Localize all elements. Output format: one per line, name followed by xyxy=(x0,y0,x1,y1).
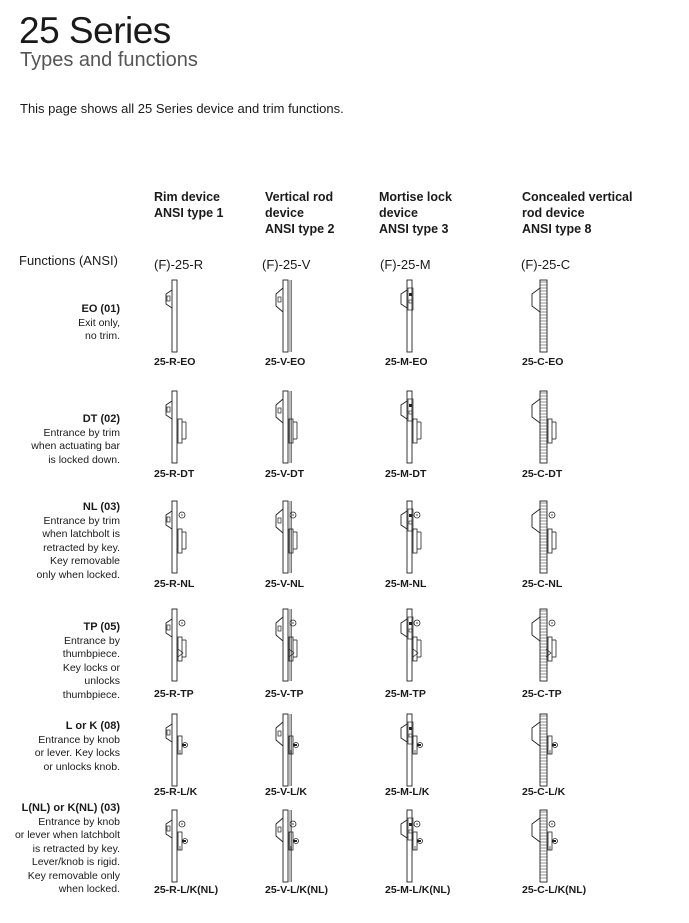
device-code: 25-V-NL xyxy=(265,578,305,590)
function-description-line: only when locked. xyxy=(36,568,120,581)
function-description-line: unlocks xyxy=(84,675,120,687)
column-header-rod xyxy=(265,189,334,237)
device-code: 25-V-DT xyxy=(265,468,305,480)
function-description-line: Entrance by knob xyxy=(38,815,120,828)
device-drawing xyxy=(522,607,566,683)
device-drawing xyxy=(154,499,198,575)
column-header-line: Mortise lock xyxy=(379,190,452,204)
device-drawing xyxy=(265,389,309,465)
device-drawing-concealed-nl xyxy=(522,499,566,575)
column-header-line: ANSI type 8 xyxy=(522,222,592,236)
function-label-lknl xyxy=(15,802,120,897)
device-code: 25-R-EO xyxy=(154,356,196,368)
device-code: 25-C-NL xyxy=(522,578,563,590)
function-description-line: thumbpiece. xyxy=(62,688,120,701)
device-code: 25-V-TP xyxy=(265,688,304,700)
device-drawing-rod-lk xyxy=(265,712,309,788)
device-drawing-concealed-eo xyxy=(522,278,566,354)
device-drawing-rod-lknl xyxy=(265,808,309,884)
device-drawing xyxy=(522,499,566,575)
device-drawing xyxy=(265,607,309,683)
function-description-line: Entrance by trim xyxy=(43,426,120,439)
function-label-lk xyxy=(35,720,120,774)
function-title: EO (01) xyxy=(81,303,120,315)
function-description-line: Key removable xyxy=(49,555,120,567)
page-subtitle: Types and functions xyxy=(20,49,198,71)
function-description-line: when latchbolt is xyxy=(42,528,120,540)
function-description-line: when locked. xyxy=(58,883,120,895)
device-drawing-mortise-lk xyxy=(389,712,433,788)
device-drawing xyxy=(154,607,198,683)
column-header-concealed xyxy=(522,189,632,237)
column-header-line: ANSI type 2 xyxy=(265,222,335,236)
column-header-line: ANSI type 1 xyxy=(154,206,224,220)
device-drawing-rim-eo xyxy=(154,278,198,354)
function-description-line: is retracted by key. xyxy=(32,842,120,855)
series-code-rim: (F)-25-R xyxy=(154,257,204,272)
device-drawing xyxy=(389,499,433,575)
function-description-line: Exit only, xyxy=(78,316,120,329)
device-drawing xyxy=(522,712,566,788)
column-header-line: rod device xyxy=(522,206,585,220)
function-description-line: Entrance by trim xyxy=(43,514,120,527)
column-header-mortise xyxy=(379,189,452,237)
series-code-rod: (F)-25-V xyxy=(262,257,311,272)
device-drawing-rim-lknl xyxy=(154,808,198,884)
device-drawing-concealed-tp xyxy=(522,607,566,683)
function-label-tp xyxy=(63,621,120,702)
device-code: 25-M-L/K xyxy=(385,786,430,798)
device-drawing-rim-lk xyxy=(154,712,198,788)
function-description-line: Lever/knob is rigid. xyxy=(31,856,120,868)
device-drawing-rim-dt xyxy=(154,389,198,465)
column-header-line: Concealed vertical xyxy=(522,190,633,204)
device-drawing-concealed-lknl xyxy=(522,808,566,884)
device-code: 25-M-TP xyxy=(385,688,426,700)
device-code: 25-C-L/K xyxy=(522,786,566,798)
device-drawing xyxy=(265,808,309,884)
device-drawing xyxy=(265,278,309,354)
device-code: 25-R-L/K xyxy=(154,786,198,798)
column-header-line: device xyxy=(265,206,304,220)
functions-label: Functions (ANSI) xyxy=(19,253,118,268)
function-description-line: Key removable only xyxy=(27,869,120,882)
column-header-line: ANSI type 3 xyxy=(379,222,449,236)
function-description-line: retracted by key. xyxy=(43,541,120,554)
device-drawing-concealed-dt xyxy=(522,389,566,465)
device-drawing xyxy=(389,712,433,788)
device-code: 25-M-DT xyxy=(385,468,427,480)
device-drawing xyxy=(389,389,433,465)
function-title: L(NL) or K(NL) (03) xyxy=(21,802,120,814)
function-description-line: or lever. Key locks xyxy=(34,747,120,759)
device-drawing xyxy=(154,389,198,465)
device-code: 25-M-NL xyxy=(385,578,427,590)
device-code: 25-R-NL xyxy=(154,578,195,590)
function-title: DT (02) xyxy=(82,413,120,425)
column-header-line: Rim device xyxy=(154,190,221,204)
device-drawing xyxy=(522,808,566,884)
function-label-nl xyxy=(37,501,120,582)
device-code: 25-R-DT xyxy=(154,468,195,480)
device-code: 25-M-L/K(NL) xyxy=(385,884,451,896)
device-drawing xyxy=(522,278,566,354)
function-description-line: Entrance by knob xyxy=(38,733,120,746)
device-code: 25-C-EO xyxy=(522,356,564,368)
device-drawing-mortise-tp xyxy=(389,607,433,683)
column-header-rim xyxy=(154,189,223,221)
device-drawing xyxy=(154,808,198,884)
function-description-line: or unlocks knob. xyxy=(43,760,120,773)
device-code: 25-V-L/K xyxy=(265,786,308,798)
function-description-line: thumbpiece. xyxy=(62,648,120,660)
device-drawing xyxy=(265,712,309,788)
device-code: 25-C-L/K(NL) xyxy=(522,884,587,896)
device-drawing-rod-eo xyxy=(265,278,309,354)
device-code: 25-V-L/K(NL) xyxy=(265,884,328,896)
device-drawing-rod-tp xyxy=(265,607,309,683)
device-code: 25-C-TP xyxy=(522,688,562,700)
device-drawing-mortise-dt xyxy=(389,389,433,465)
device-code: 25-V-EO xyxy=(265,356,306,368)
function-label-eo xyxy=(78,303,120,344)
function-description-line: no trim. xyxy=(84,330,120,342)
device-code: 25-C-DT xyxy=(522,468,563,480)
device-drawing xyxy=(154,712,198,788)
device-drawing-mortise-lknl xyxy=(389,808,433,884)
device-drawing-mortise-eo xyxy=(389,278,433,354)
function-description-line: Entrance by xyxy=(63,634,120,647)
function-label-dt xyxy=(31,413,120,467)
device-drawing xyxy=(389,607,433,683)
series-code-concealed: (F)-25-C xyxy=(521,257,571,272)
device-code: 25-R-TP xyxy=(154,688,194,700)
device-drawing xyxy=(154,278,198,354)
device-drawing xyxy=(522,389,566,465)
function-title: NL (03) xyxy=(82,501,120,513)
device-drawing-rod-nl xyxy=(265,499,309,575)
function-title: L or K (08) xyxy=(65,720,120,732)
function-title: TP (05) xyxy=(83,621,120,633)
device-drawing-mortise-nl xyxy=(389,499,433,575)
function-description-line: or lever when latchbolt xyxy=(14,829,120,841)
series-code-mortise: (F)-25-M xyxy=(380,257,431,272)
device-drawing-rim-nl xyxy=(154,499,198,575)
device-code: 25-M-EO xyxy=(385,356,428,368)
column-header-line: Vertical rod xyxy=(265,190,334,204)
device-drawing-rod-dt xyxy=(265,389,309,465)
function-description-line: is locked down. xyxy=(48,453,120,466)
device-drawing xyxy=(265,499,309,575)
device-drawing xyxy=(389,808,433,884)
device-code: 25-R-L/K(NL) xyxy=(154,884,219,896)
device-drawing-rim-tp xyxy=(154,607,198,683)
page-title: 25 Series xyxy=(19,10,171,51)
function-description-line: when actuating bar xyxy=(31,440,120,452)
function-description-line: Key locks or xyxy=(62,661,120,674)
device-drawing-concealed-lk xyxy=(522,712,566,788)
column-header-line: device xyxy=(379,206,418,220)
intro-text: This page shows all 25 Series device and trim functions. xyxy=(20,101,344,116)
device-drawing xyxy=(389,278,433,354)
